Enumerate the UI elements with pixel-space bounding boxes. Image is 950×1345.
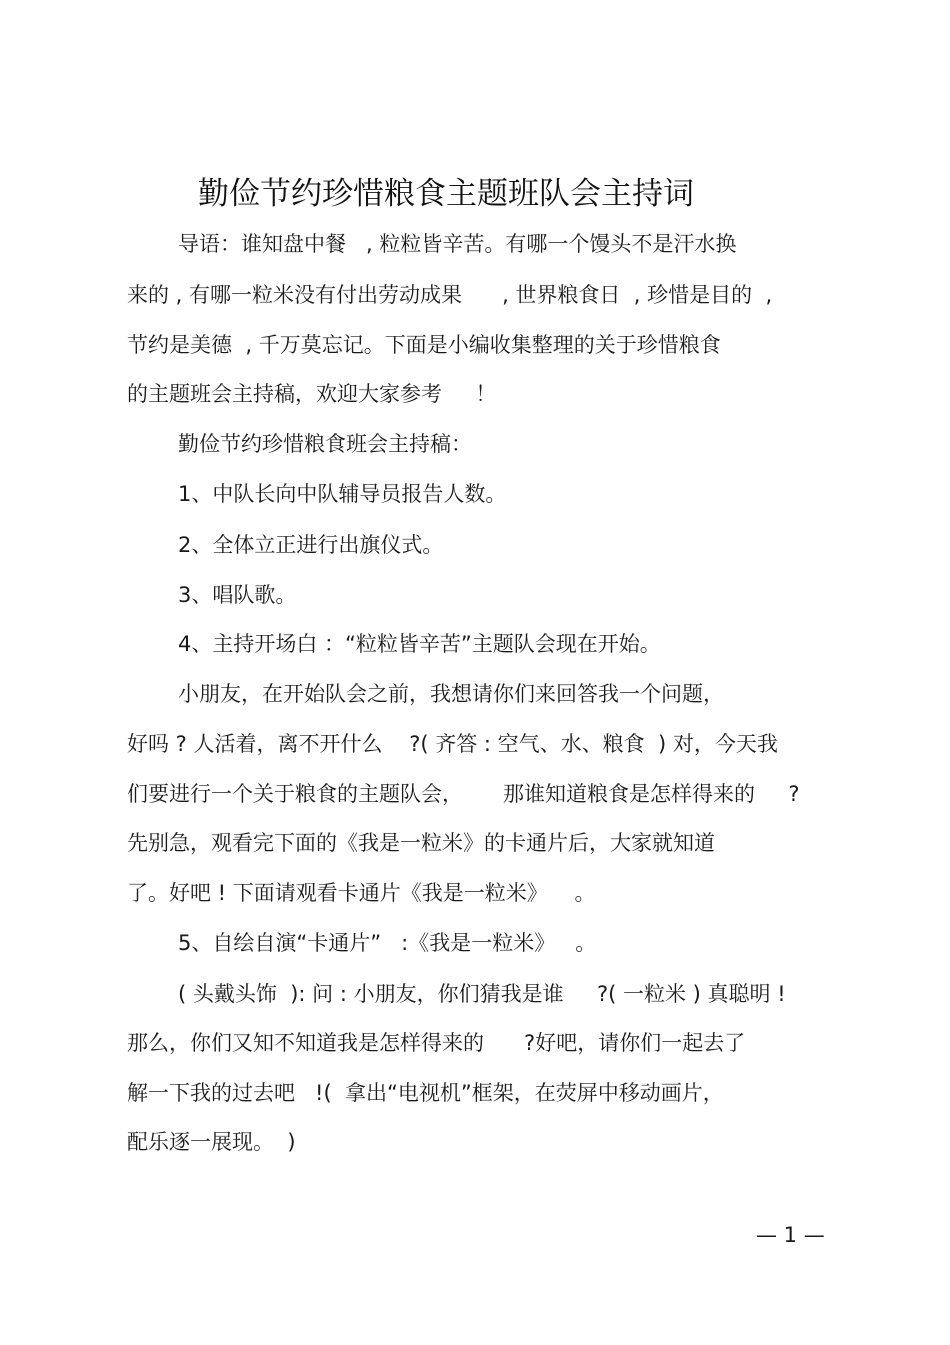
paragraph-line: 小朋友，在开始队会之前，我想请你们来回答我一个问题， [178, 682, 724, 706]
paragraph-line: 来的 , 有哪一粒米没有付出劳动成果 , 世界粮食日 , 珍惜是目的 , [127, 283, 773, 307]
list-item: 4、主持开场白 ：“粒粒皆辛苦”主题队会现在开始。 [178, 632, 661, 656]
page-number: — 1 — [756, 1223, 825, 1247]
paragraph-line: 了。好吧 ! 下面请观看卡通片《我是一粒米》 。 [127, 881, 596, 905]
list-item: 5、自绘自演“卡通片” :《我是一粒米》 。 [178, 931, 597, 955]
paragraph-line: 配乐逐一展现。 ) [127, 1130, 296, 1154]
paragraph-line: 那么，你们又知不知道我是怎样得来的 ?好吧，请你们一起去了 [127, 1031, 746, 1055]
list-item: 3、唱队歌。 [178, 583, 297, 607]
paragraph-line: 节约是美德 , 千万莫忘记。下面是小编收集整理的关于珍惜粮食 [127, 333, 721, 357]
paragraph-line: 好吗 ? 人活着，离不开什么 ?( 齐答 : 空气、水、粮食 ) 对，今天我 [127, 732, 778, 756]
paragraph-line: 勤俭节约珍惜粮食班会主持稿： [178, 432, 472, 456]
paragraph-line: 导语：谁知盘中餐 , 粒粒皆辛苦。有哪一个馒头不是汗水换 [178, 232, 737, 256]
paragraph-line: 先别急，观看完下面的《我是一粒米》的卡通片后，大家就知道 [127, 831, 715, 855]
paragraph-line: 解一下我的过去吧 !( 拿出“电视机”框架，在荧屏中移动画片， [127, 1081, 724, 1105]
paragraph-line: 们要进行一个关于粮食的主题队会， 那谁知道粮食是怎样得来的 ? [127, 782, 800, 806]
paragraph-line: 的主题班会主持稿，欢迎大家参考 ！ [127, 382, 497, 406]
paragraph-line: ( 头戴头饰 ): 问 : 小朋友，你们猜我是谁 ?( 一粒米 ) 真聪明 ! [178, 982, 786, 1006]
list-item: 1、中队长向中队辅导员报告人数。 [178, 482, 507, 506]
list-item: 2、全体立正进行出旗仪式。 [178, 533, 444, 557]
document-title: 勤俭节约珍惜粮食主题班队会主持词 [198, 176, 694, 212]
